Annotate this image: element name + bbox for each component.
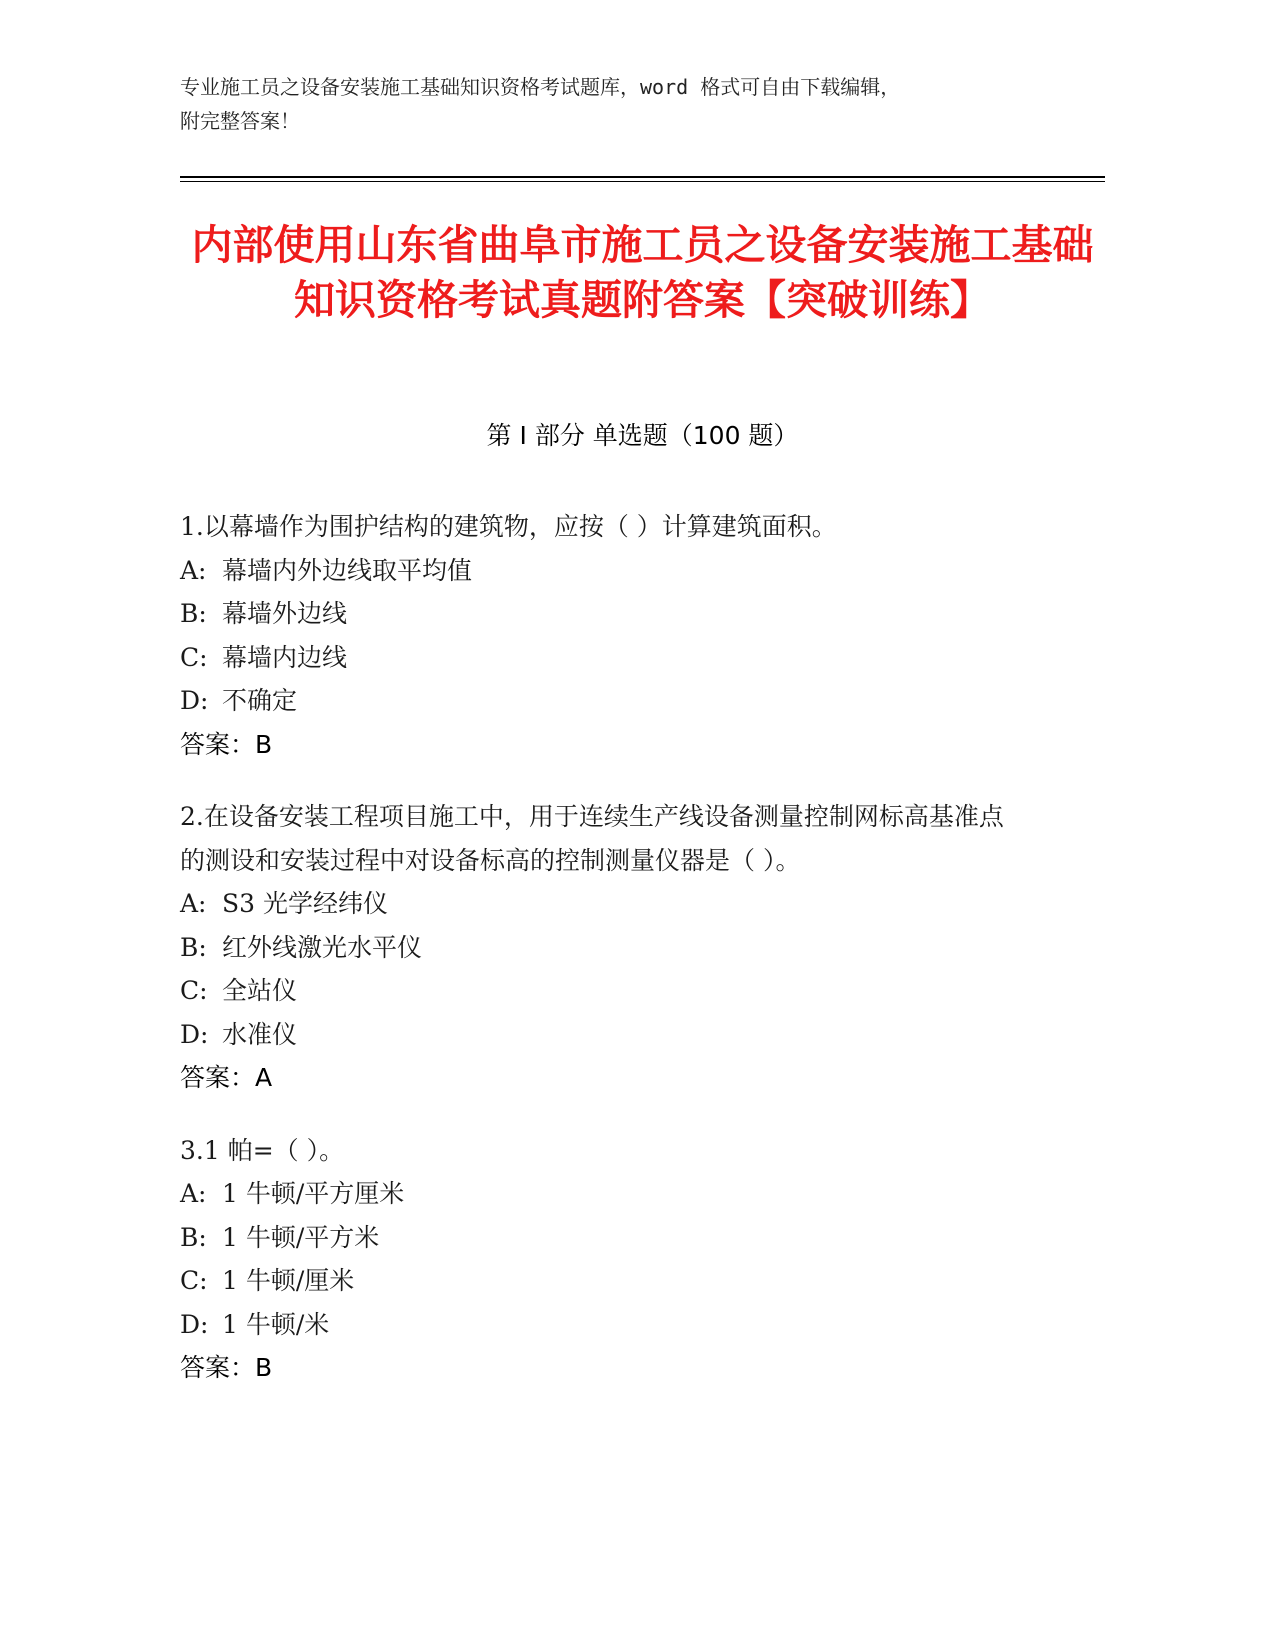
option-key: B: bbox=[180, 599, 207, 628]
header-note bbox=[180, 70, 1070, 138]
option-text: 1 牛顿/平方米 bbox=[222, 1222, 380, 1252]
option-key: D: bbox=[180, 1309, 209, 1339]
option-text: 不确定 bbox=[222, 686, 298, 715]
option-text: 1 牛顿/平方厘米 bbox=[222, 1179, 405, 1208]
option-a bbox=[180, 1172, 1105, 1216]
option-key: C: bbox=[180, 976, 208, 1005]
option-key: A: bbox=[180, 555, 207, 585]
question-stem: 1.以幕墙作为围护结构的建筑物，应按（ ）计算建筑面积。 bbox=[180, 512, 837, 541]
option-b bbox=[180, 592, 1105, 636]
option-text: 幕墙内外边线取平均值 bbox=[222, 555, 473, 585]
option-key: D: bbox=[180, 1019, 209, 1049]
option-text: 幕墙外边线 bbox=[222, 599, 348, 628]
question-item bbox=[180, 795, 1105, 1100]
header-note-line-1: 专业施工员之设备安装施工基础知识资格考试题库，word 格式可自由下载编辑， bbox=[180, 75, 901, 99]
option-c bbox=[180, 636, 1105, 680]
option-key: A: bbox=[180, 889, 207, 918]
option-text: 全站仪 bbox=[222, 976, 298, 1005]
answer-line: 答案：B bbox=[180, 729, 273, 759]
option-a bbox=[180, 882, 1105, 926]
question-stem: 3.1 帕=（ ）。 bbox=[180, 1135, 345, 1165]
option-d bbox=[180, 1013, 1105, 1057]
option-key: C: bbox=[180, 642, 208, 672]
answer-line: 答案：A bbox=[180, 1063, 273, 1092]
document-title: 内部使用山东省曲阜市施工员之设备安装施工基础知识资格考试真题附答案【突破训练】 bbox=[191, 221, 1094, 324]
header-note-line-2: 附完整答案！ bbox=[180, 109, 300, 133]
option-a bbox=[180, 549, 1105, 593]
question-stem: 2.在设备安装工程项目施工中，用于连续生产线设备测量控制网标高基准点的测设和安装过程中对设备标高的控制测量仪器是（ ）。 bbox=[180, 802, 1004, 875]
option-key: B: bbox=[180, 1222, 207, 1252]
option-text: 1 牛顿/米 bbox=[222, 1309, 330, 1339]
option-text: S3 光学经纬仪 bbox=[222, 889, 388, 918]
option-b bbox=[180, 926, 1105, 970]
option-key: A: bbox=[180, 1179, 207, 1208]
option-text: 幕墙内边线 bbox=[222, 642, 348, 672]
header-divider-thick bbox=[180, 176, 1105, 178]
option-key: B: bbox=[180, 932, 207, 962]
option-c bbox=[180, 969, 1105, 1013]
option-text: 红外线激光水平仪 bbox=[222, 932, 423, 962]
option-text: 1 牛顿/厘米 bbox=[222, 1266, 355, 1295]
option-d bbox=[180, 1303, 1105, 1347]
question-list bbox=[180, 505, 1105, 1419]
answer-line: 答案：B bbox=[180, 1353, 273, 1382]
question-item bbox=[180, 1129, 1105, 1390]
option-c bbox=[180, 1259, 1105, 1303]
header-divider-thin bbox=[180, 181, 1105, 182]
question-item bbox=[180, 505, 1105, 766]
option-key: D: bbox=[180, 686, 209, 715]
option-key: C: bbox=[180, 1266, 208, 1295]
section-title: 第 I 部分 单选题（100 题） bbox=[486, 421, 799, 450]
option-b bbox=[180, 1216, 1105, 1260]
option-d bbox=[180, 679, 1105, 723]
option-text: 水准仪 bbox=[222, 1019, 298, 1049]
